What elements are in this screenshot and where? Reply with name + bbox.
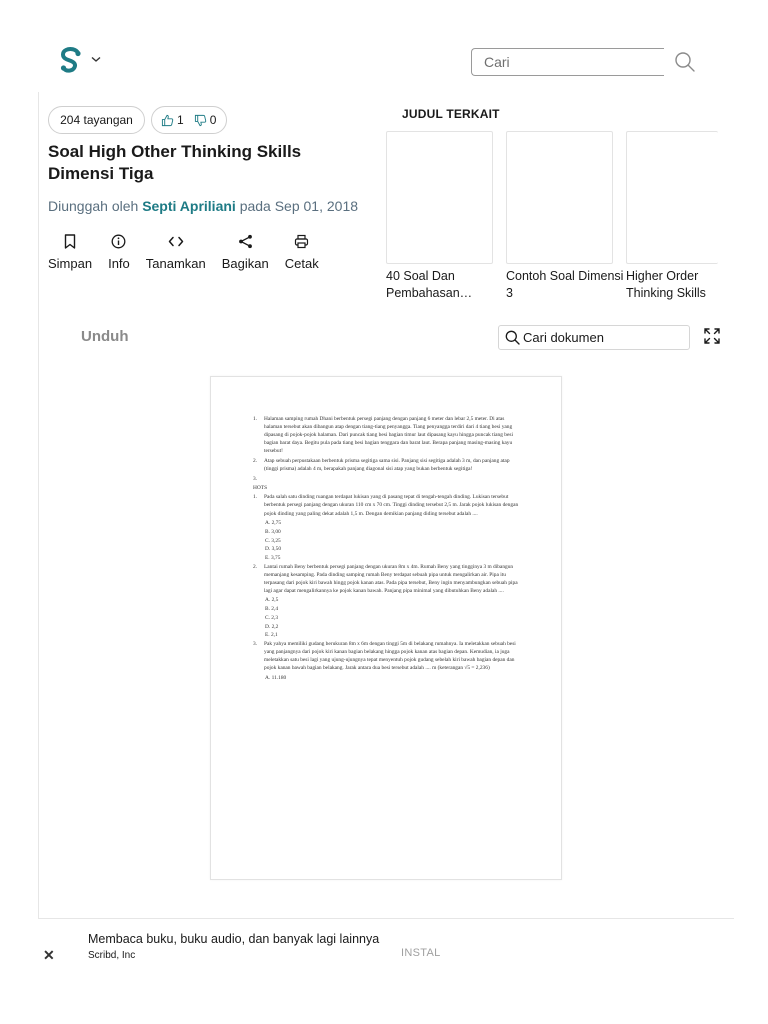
answer-option: C. 2,3: [265, 614, 279, 621]
vote-badge: [151, 106, 227, 134]
document-page[interactable]: [210, 376, 562, 880]
info-label: Info: [108, 256, 130, 271]
answer-option: E. 3,75: [265, 554, 281, 561]
save-button[interactable]: [48, 234, 92, 271]
question-number: 3.: [253, 475, 258, 482]
publisher-name: Scribd, Inc: [88, 950, 136, 961]
downvote-button[interactable]: [194, 113, 217, 127]
bookmark-icon: [63, 234, 77, 249]
embed-button[interactable]: [146, 234, 206, 271]
answer-option: A. 11.180: [265, 674, 287, 681]
print-label: Cetak: [284, 256, 319, 271]
question-number: 1.: [253, 416, 258, 422]
document-title: Soal High Other Thinking Skills Dimensi Tiga: [48, 142, 302, 183]
question-item: [253, 493, 523, 517]
question-text: Lantai rumah Beny berbentuk persegi panjang dengan ukuran 8m x 4m. Rumah Beny yang tingginya 3 m dibangun memanjang kesamping. Pada dinding samping rumah Beny terdapat sebuah pipa untuk mengalirkan air. Pipa itu terpasang dari pojok kiri bawah hingg pojok kanan atas. Pada pipa tersebut, Beny ingin menyambungkan sebuah pipa lagi agar dapat mengalirkannya ke pojok kanan bawah. Panjang pipa minimal yang dibutuhkan Beny adalah ....: [264, 563, 518, 594]
print-icon: [294, 234, 309, 249]
search-input[interactable]: [472, 49, 664, 75]
question-number: 2.: [253, 563, 258, 570]
upload-info: [48, 198, 358, 214]
views-badge: [48, 106, 145, 134]
share-button[interactable]: [222, 234, 269, 271]
views-count: 204 tayangan: [60, 113, 133, 127]
left-divider: [38, 92, 39, 918]
upvote-button[interactable]: [161, 113, 184, 127]
question-text: Pak yahya memiliki gudang berukuran 8m x 6m dengan tinggi 5m di belakang rumahnya. Ia meletakkan sebuah besi yang panjangnya dari pojok kiri kanan bagian belakang hingga pojok kanan atas bagian depan. Kemudian, ia juga meletakkan satu besi lagi yang ujung-ujungnya tepat menyentuh pojok gudang sebelah kiri bawah bagian depan dan pojok kanan bawah bagian belakang. Jarak antara dua besi tersebut adalah .... m (keterangan √5 = 2,236): [264, 640, 516, 672]
answer-option: D. 3,50: [265, 546, 282, 553]
chevron-down-icon[interactable]: [90, 52, 102, 64]
related-thumbnail-3[interactable]: [626, 131, 718, 264]
scribd-logo-icon[interactable]: [57, 46, 87, 76]
save-label: Simpan: [48, 256, 93, 271]
search-icon[interactable]: [672, 49, 698, 75]
info-icon: [111, 234, 126, 249]
question-item: [253, 640, 523, 672]
info-button[interactable]: [108, 234, 130, 271]
related-title-1[interactable]: 40 Soal Dan Pembahasan…: [386, 269, 473, 300]
share-label: Bagikan: [221, 256, 269, 271]
embed-label: Tanamkan: [145, 256, 206, 271]
question-item: [253, 457, 523, 473]
answer-option: A. 2,75: [265, 520, 282, 527]
document-actions: [48, 234, 335, 271]
question-item: [253, 563, 523, 595]
answer-option: A. 2,5: [265, 597, 279, 604]
answer-option: B. 3,00: [265, 528, 281, 535]
fullscreen-icon[interactable]: [703, 327, 721, 345]
document-page-content: [253, 415, 523, 682]
question-text: Halaman samping rumah Dhani berbentuk persegi panjang dengan panjang 6 meter dan lebar 2,5 meter. Di atas halaman tersebut akan dibangun atap dengan tiang-tiang penyangga. Tiang penyangga terdiri dari 4 tiang besi yang dipasang di pojok-pojok halaman. Dari puncak tiang besi bagian timur laut dipasang kayu hingga puncak tiang besi bagian barat daya. Begitu pula pada tiang besi bagian tenggara dan barat laut. Berapa panjang masing-masing kayu tersebut!: [264, 416, 513, 455]
search-input-wrapper: [471, 48, 664, 76]
thumbs-up-icon: [161, 114, 174, 127]
document-search-input[interactable]: [523, 330, 683, 345]
hots-heading: HOTS: [253, 485, 268, 492]
question-number: 3.: [253, 640, 258, 647]
related-title-2[interactable]: Contoh Soal Dimensi 3: [506, 269, 624, 300]
question-text: Pada salah satu dinding ruangan terdapat lukisan yang di pasang tepat di tengah-tengah dinding. Lukisan tersebut berbentuk persegi panjang dengan ukuran 110 cm x 70 cm. Tinggi dinding tersebut 2,5 m. Jarak pojok lukisan dengan pojok dinding yang paling dekat adalah 1,5 m. Dengan demikian panjang diding tersebut adalah ....: [264, 494, 519, 517]
question-item: [253, 415, 523, 455]
install-button[interactable]: INSTAL: [401, 947, 441, 959]
download-button[interactable]: Unduh: [81, 328, 129, 345]
uploaded-by-prefix: Diunggah oleh: [48, 198, 139, 214]
answer-option: C. 3,25: [265, 537, 281, 544]
question-number: 2.: [253, 457, 258, 464]
author-link[interactable]: Septi Apriliani: [142, 198, 236, 214]
share-icon: [238, 234, 253, 249]
promo-text: Membaca buku, buku audio, dan banyak lagi lainnya: [88, 932, 380, 946]
print-button[interactable]: [285, 234, 319, 271]
document-search: [498, 325, 690, 350]
related-heading: JUDUL TERKAIT: [402, 107, 500, 121]
thumbs-down-icon: [194, 114, 207, 127]
related-title-3[interactable]: Higher Order Thinking Skills: [626, 269, 706, 300]
search-icon: [505, 330, 520, 345]
embed-icon: [168, 234, 184, 249]
question-number: 1.: [253, 494, 258, 501]
question-item: [253, 475, 523, 483]
question-text: Atap sebuah perpustakaan berbentuk prisma segitiga sama sisi. Panjang sisi segitiga adalah 3 m, dan panjang atap (tinggi prisma) adalah 4 m, berapakah panjang diagonal sisi atap yang bukan berbentuk segitiga!: [264, 457, 510, 473]
related-thumbnail-1[interactable]: [386, 131, 493, 264]
upload-date: pada Sep 01, 2018: [239, 198, 359, 214]
downvote-count: 0: [209, 113, 217, 127]
answer-option: E. 2,1: [265, 632, 278, 639]
related-thumbnail-2[interactable]: [506, 131, 613, 264]
close-icon[interactable]: ✕: [43, 947, 55, 963]
upvote-count: 1: [177, 113, 184, 127]
answer-option: B. 2,4: [265, 606, 279, 613]
answer-option: D. 2,2: [265, 623, 279, 630]
